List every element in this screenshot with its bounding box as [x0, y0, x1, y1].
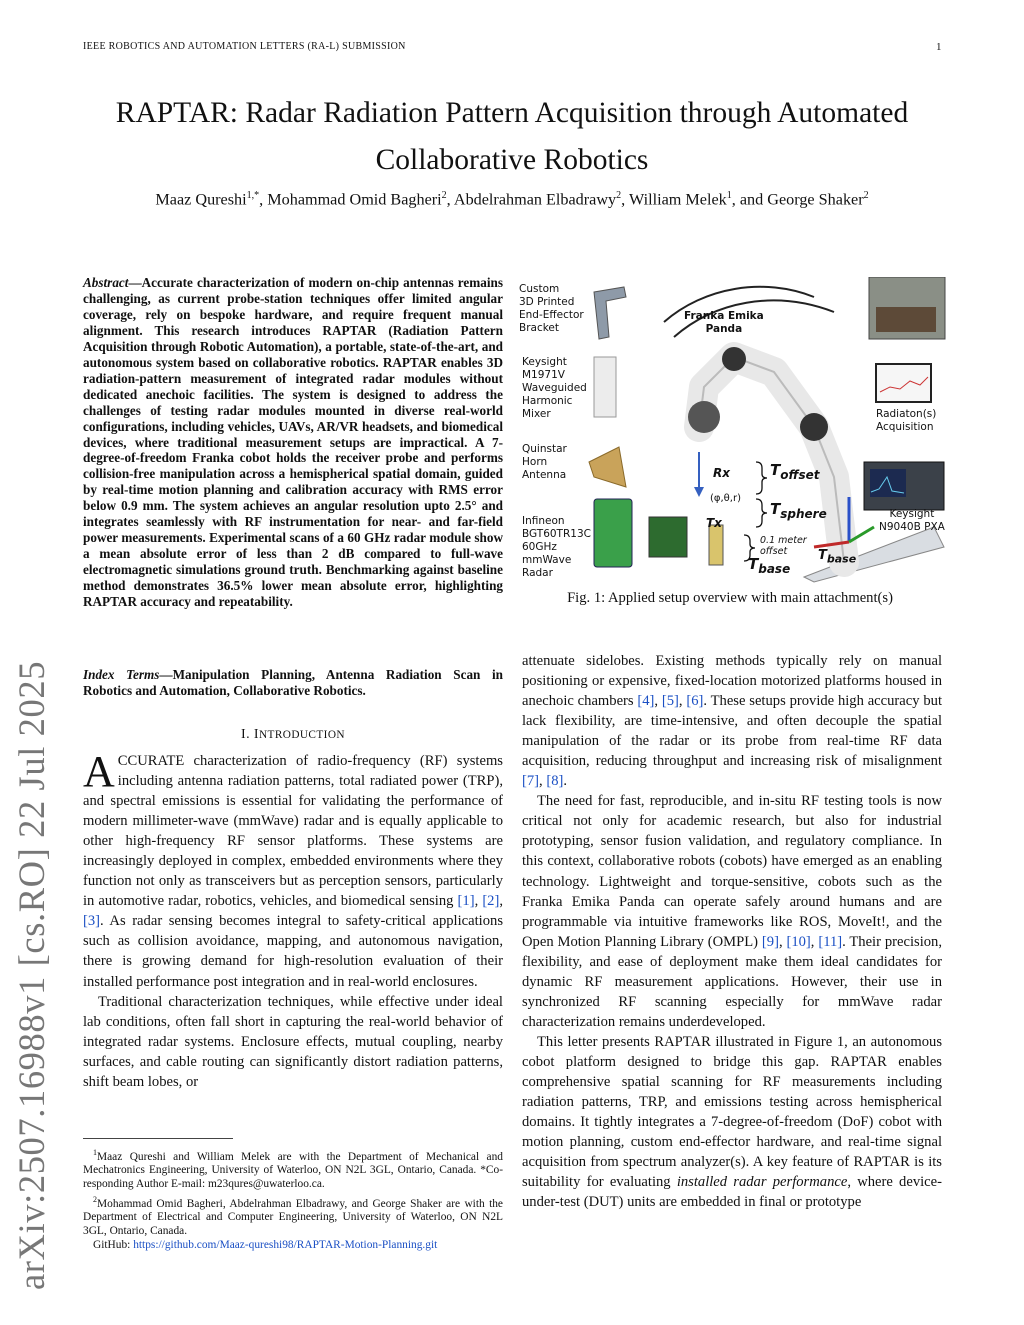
- author-name: William Melek: [628, 190, 727, 209]
- citation-link[interactable]: [7]: [522, 773, 540, 790]
- radar-board-photo: [649, 517, 687, 557]
- abstract-text: Accurate characterization of modern on-chip antennas remains challenging, as current probe-station techniques offer limited angular coverage, rely on bespoke hardware, and require frequent manual alignment. This research introduces RAPTAR (Radiation Pattern Acquisition through Robotic Automation), a portable, state-of-the-art, and autonomous system based on collaborative robotics. RAPTAR enables 3D radiation-pattern measurement of integrated radar modules without dedicated anechoic facilities. The system is designed to address the challenges of testing radar modules mounted in diverse real-world configurations, including vehicles, UAVs, AR/VR headsets, and biomedical devices, where traditional measurement setups are impractical. A 7-degree-of-freedom Franka cobot holds the receiver probe and performs collision-free manipulation across a hemispherical spatial domain, guided by real-time motion planning and calibration accuracy with RMS error below 0.9 mm. The system achieves an angular resolution upto 2.5° and integrates seamlessly with RF instrumentation for near- and far-field power measurements. Experimental scans of a 60 GHz radar module show a mean absolute error of less than 2 dB compared to full-wave electromagnetic simulations ground truth. Benchmarking against baseline method demonstrates 36.5% lower mean absolute error, highlighting RAPTAR accuracy and repeatability.: [83, 275, 503, 610]
- label-t-sphere: $T_{sphere}$: [770, 500, 827, 521]
- author-name: Maaz Qureshi: [155, 190, 247, 209]
- label-rx: Rx: [713, 466, 730, 480]
- footnote-rule: [83, 1138, 233, 1139]
- intro-paragraph-2: Traditional characterization techniques, while effective under ideal lab conditions, often fall short in capturing the real-world behavior of integrated radar systems. Enclosure effects, mutual coupling, nearby surfaces, and cable routing can significantly distort radiation patterns, shift beam lobes, or: [83, 993, 503, 1090]
- citation-link[interactable]: [4]: [637, 693, 655, 710]
- radar-board-photo: [594, 499, 632, 567]
- running-header: IEEE ROBOTICS AND AUTOMATION LETTERS (RA-L) SUBMISSION: [83, 41, 406, 52]
- label-t-base: $T_{base}$: [748, 555, 791, 576]
- label-horn: Quinstar Horn Antenna: [522, 443, 567, 481]
- citation-link[interactable]: [10]: [786, 933, 811, 950]
- author-list: Maaz Qureshi$^{1,*}$, Mohammad Omid Bagheri$^2$, Abdelrahman Elbadrawy$^2$, William Melek$^1$, and George Shaker$^2$: [155, 190, 869, 209]
- footnote-1: $^1$Maaz Qureshi and William Melek are with the Department of Mechanical and Mechatronics Engineering, University of Waterloo, ON N2L 3GL, Ontario, Canada. *Co-responding Author E-mail: m23qures@uwaterloo.ca.: [83, 1148, 503, 1190]
- robot-joint: [800, 413, 828, 441]
- citation-link[interactable]: [8]: [546, 773, 564, 790]
- mixer-photo: [594, 357, 616, 417]
- tx-module: [709, 525, 723, 565]
- label-t-base-robot: $T_{base}$: [818, 548, 857, 566]
- label-angles: (φ,θ,r): [710, 493, 741, 504]
- intro-paragraph-1: ACCURATE characterization of radio-frequency (RF) systems including antenna radiation patterns, total radiated power (TRP), and spectral emissions is essential for validating the performance of modern millimeter-wave (mmWave) radar and is equally applicable to other high-frequency RF sensor platforms. These systems are increasingly deployed in complex, embedded environments where they function not only as transceivers but as perception sensors, particularly in automotive radar, robotics, vehicles, and biomedical sensing [1], [2], [3]. As radar sensing becomes integral to safety-critical applications such as collision avoidance, mapping, and autonomous navigation, there is growing demand for high-resolution evaluation of their installed performance post integration and in real-world enclosures.: [83, 747, 503, 990]
- footnotes: [83, 1146, 503, 1254]
- label-acquisition: Radiaton(s) Acquisition: [876, 408, 937, 433]
- label-bracket: Custom 3D Printed End-Effector Bracket: [519, 283, 584, 334]
- robot-end-effector: [688, 401, 720, 433]
- intro-paragraph-3: attenuate sidelobes. Existing methods typically rely on manual positioning or expensive, fixed-location motorized platforms housed in anechoic chambers [4], [5], [6]. These setups provide high accuracy but lack flexibility, are time-intensive, and often decouple the spatial manipulation of the radar or its probe from real-time RF data acquisition, reducing throughput and increasing risk of misalignment [7], [8].: [522, 653, 943, 790]
- github-link[interactable]: https://github.com/Maaz-qureshi98/RAPTAR-Motion-Planning.git: [133, 1239, 438, 1252]
- paper-title: RAPTAR: Radar Radiation Pattern Acquisition through Automated Collaborative Robotics: [115, 97, 909, 176]
- index-terms-label: Index Terms: [83, 667, 160, 682]
- citation-link[interactable]: [11]: [818, 933, 843, 950]
- figure-caption: Fig. 1: Applied setup overview with main attachment(s): [567, 590, 893, 606]
- section-heading: I. INTRODUCTION: [241, 727, 345, 742]
- intro-paragraph-5: This letter presents RAPTAR illustrated in Figure 1, an autonomous cobot platform designed to bridge this gap. RAPTAR enables comprehensive spatial scanning for RF measurements including radiation patterns, TRP, and emissions testing across hemispherical domains. It tightly integrates a 7-degree-of-freedom (DoF) cobot with motion planning, custom end-effector hardware, and real-time signal acquisition from spectrum analyzer(s). A key feature of RAPTAR is its suitability for evaluating installed radar performance, where device-under-test (DUT) units are embedded in final or prototype: [522, 1033, 942, 1211]
- bracket-model: [594, 287, 626, 339]
- citation-link[interactable]: [6]: [686, 693, 704, 710]
- citation-link[interactable]: [1]: [457, 893, 475, 910]
- label-offset-distance: 0.1 meter offset: [760, 535, 807, 557]
- monitor-inset: [876, 364, 931, 402]
- abstract-label: Abstract: [83, 275, 129, 290]
- intro-left-column: [83, 747, 503, 1092]
- author-affiliation: 2: [441, 190, 447, 201]
- label-t-offset: $T_{offset}$: [770, 461, 820, 482]
- author-affiliation: 2: [863, 190, 869, 201]
- citation-link[interactable]: [9]: [761, 933, 779, 950]
- author-name: George Shaker: [767, 190, 864, 209]
- citation-link[interactable]: [2]: [482, 893, 500, 910]
- label-mixer: Keysight M1971V Waveguided Harmonic Mixer: [522, 356, 587, 420]
- drop-cap: A: [83, 747, 115, 796]
- index-terms: Index Terms—Manipulation Planning, Antenna Radiation Scan in Robotics and Automation, Collaborative Robotics.: [83, 667, 504, 699]
- figure-1: [514, 277, 946, 587]
- intro-paragraph-4: The need for fast, reproducible, and in-situ RF testing tools is now critical not only for academic research, but also for industrial prototyping, sensor fusion validation, and regulatory compliance. In this context, collaborative robots (cobots) have emerged as an enabling technology. Lightweight and torque-sensitive, cobots such as the Franka Emika Panda can operate safely around humans and are programmable via intuitive frameworks like ROS, MoveIt!, and the Open Motion Planning Library (OMPL) [9], [10], [11]. Their precision, flexibility, and ease of deployment make them ideal candidates for dynamic RF measurement applications. However, their use in synchronized RF scanning especially for mmWave radar characterization remains underdeveloped.: [522, 793, 942, 1030]
- github-footnote: GitHub: https://github.com/Maaz-qureshi98/RAPTAR-Motion-Planning.git: [93, 1239, 438, 1252]
- index-terms-text: Manipulation Planning, Antenna Radiation Scan in Robotics and Automation, Collaborative Robotics.: [83, 667, 504, 699]
- horn-photo: [589, 447, 626, 487]
- author-name: Mohammad Omid Bagheri: [267, 190, 442, 209]
- abstract: Abstract—Accurate characterization of modern on-chip antennas remains challenging, as current probe-station techniques offer limited angular coverage, rely on bespoke hardware, and require frequent manual alignment. This research introduces RAPTAR (Radiation Pattern Acquisition through Robotic Automation), a portable, state-of-the-art, and autonomous system based on collaborative robotics. RAPTAR enables 3D radiation-pattern measurement of integrated radar modules without dedicated anechoic facilities. The system is designed to address the challenges of testing radar modules mounted in diverse real-world configurations, including vehicles, UAVs, AR/VR headsets, and biomedical devices, where traditional measurement setups are impractical. A 7-degree-of-freedom Franka cobot holds the receiver probe and performs collision-free manipulation across a hemispherical spatial domain, guided by real-time motion planning and calibration accuracy with RMS error below 0.9 mm. The system achieves an angular resolution upto 2.5° and integrates seamlessly with RF instrumentation for near- and far-field power measurements. Experimental scans of a 60 GHz radar module show a mean absolute error of less than 2 dB compared to full-wave electromagnetic simulations ground truth. Benchmarking against baseline method demonstrates 36.5% lower mean absolute error, highlighting RAPTAR accuracy and repeatability.: [83, 275, 503, 610]
- intro-right-column: [522, 651, 942, 1212]
- author-affiliation: 1: [726, 190, 732, 201]
- arxiv-identifier: arXiv:2507.16988v1 [cs.RO] 22 Jul 2025: [11, 660, 52, 1290]
- label-tx: Tx: [706, 516, 722, 530]
- footnote-2: $^2$Mohammad Omid Bagheri, Abdelrahman Elbadrawy, and George Shaker are with the Department of Electrical and Computer Engineering, University of Waterloo, ON N2L 3GL, Ontario, Canada.: [83, 1194, 503, 1237]
- citation-link[interactable]: [5]: [661, 693, 679, 710]
- author-name: Abdelrahman Elbadrawy: [453, 190, 617, 209]
- label-robot: Franka Emika Panda: [684, 310, 764, 335]
- author-affiliation: 2: [616, 190, 622, 201]
- label-pxa: Keysight N9040B PXA: [879, 508, 945, 533]
- label-radar: Infineon BGT60TR13C 60GHz mmWave Radar: [522, 515, 591, 579]
- page-number: 1: [936, 41, 942, 53]
- author-affiliation: 1,*: [246, 190, 260, 201]
- citation-link[interactable]: [3]: [83, 913, 101, 930]
- robot-joint: [722, 347, 746, 371]
